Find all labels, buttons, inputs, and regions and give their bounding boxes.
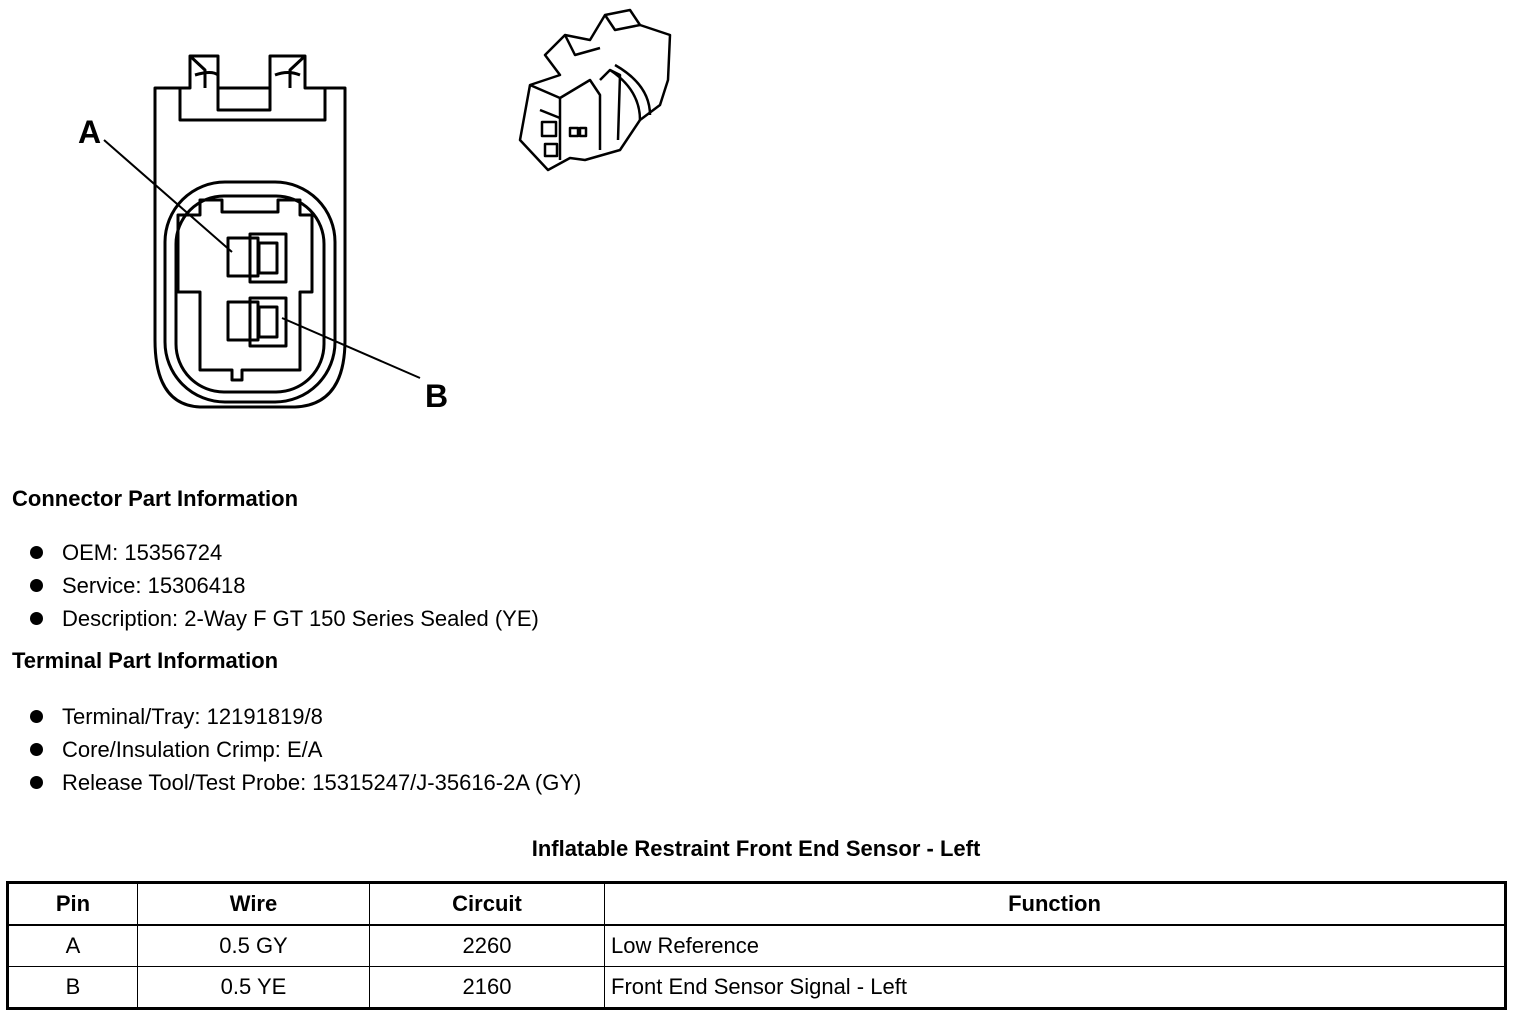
terminal-info-list xyxy=(28,700,581,799)
list-item xyxy=(28,733,581,766)
connector-isometric-drawing xyxy=(520,10,670,170)
cell-circuit: 2260 xyxy=(370,925,605,967)
list-item-text: Description: 2-Way F GT 150 Series Sealed (YE) xyxy=(62,606,539,631)
cell-wire: 0.5 YE xyxy=(138,967,370,1009)
bullet-icon xyxy=(30,743,43,756)
list-item-text: Core/Insulation Crimp: E/A xyxy=(62,737,323,762)
pinout-table xyxy=(6,881,1507,1010)
list-item xyxy=(28,536,539,569)
cell-pin: B xyxy=(8,967,138,1009)
bullet-icon xyxy=(30,710,43,723)
cell-circuit: 2160 xyxy=(370,967,605,1009)
connector-figure xyxy=(0,0,720,460)
pin-label-b: B xyxy=(425,378,449,414)
list-item xyxy=(28,602,539,635)
cell-function: Front End Sensor Signal - Left xyxy=(605,967,1506,1009)
column-header-circuit: Circuit xyxy=(370,883,605,926)
column-header-pin: Pin xyxy=(8,883,138,926)
connector-face-drawing xyxy=(0,0,720,460)
bullet-icon xyxy=(30,546,43,559)
terminal-info-heading: Terminal Part Information xyxy=(12,648,279,673)
cell-wire: 0.5 GY xyxy=(138,925,370,967)
column-header-function: Function xyxy=(605,883,1506,926)
list-item-text: Terminal/Tray: 12191819/8 xyxy=(62,704,323,729)
pin-label-a: A xyxy=(78,114,102,150)
list-item-text: OEM: 15356724 xyxy=(62,540,223,565)
cell-function: Low Reference xyxy=(605,925,1506,967)
table-row xyxy=(8,925,1506,967)
connector-info-list xyxy=(28,536,539,635)
list-item xyxy=(28,569,539,602)
table-row xyxy=(8,967,1506,1009)
list-item-text: Service: 15306418 xyxy=(62,573,246,598)
table-header-row xyxy=(8,883,1506,926)
bullet-icon xyxy=(30,776,43,789)
cell-pin: A xyxy=(8,925,138,967)
table-title: Inflatable Restraint Front End Sensor - Left xyxy=(531,836,981,861)
list-item xyxy=(28,700,581,733)
connector-info-heading: Connector Part Information xyxy=(12,486,299,511)
bullet-icon xyxy=(30,579,43,592)
list-item xyxy=(28,766,581,799)
column-header-wire: Wire xyxy=(138,883,370,926)
bullet-icon xyxy=(30,612,43,625)
list-item-text: Release Tool/Test Probe: 15315247/J-35616-2A (GY) xyxy=(62,770,582,795)
